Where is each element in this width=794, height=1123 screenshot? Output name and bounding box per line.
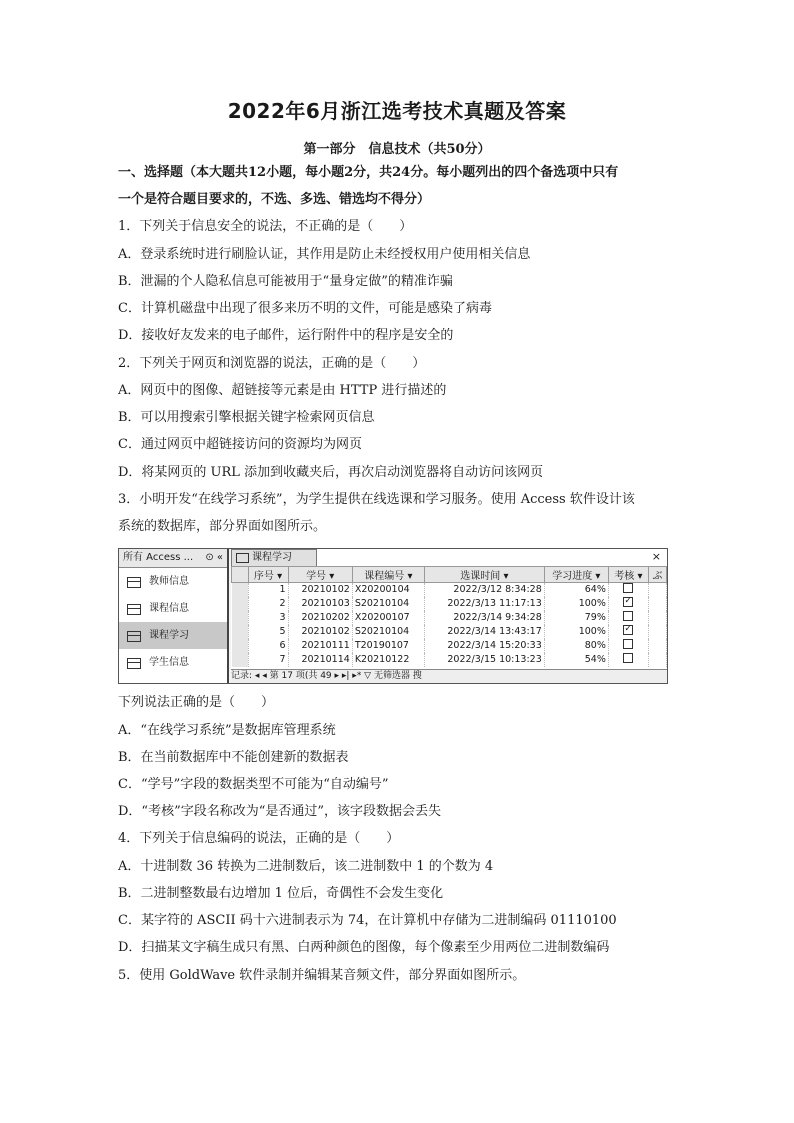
cell-progress[interactable]: 80% (544, 639, 608, 653)
cell-progress[interactable]: 54% (544, 653, 608, 667)
cell-time[interactable]: 2022/3/13 11:17:13 (424, 597, 544, 611)
checkbox[interactable] (623, 639, 633, 649)
option-2a: A．网页中的图像、超链接等元素是由 HTTP 进行描述的 (118, 383, 447, 398)
option-4a: A．十进制数 36 转换为二进制数后，该二进制数中 1 的个数为 4 (118, 859, 494, 874)
row-selector[interactable] (232, 625, 249, 639)
cell-time[interactable]: 2022/3/14 15:20:33 (424, 639, 544, 653)
option-1d: D．接收好友发来的电子邮件，运行附件中的程序是安全的 (118, 328, 454, 343)
option-2c: C．通过网页中超链接访问的资源均为网页 (118, 437, 362, 452)
cell-student-id[interactable]: 20210111 (288, 639, 352, 653)
cell-course-id[interactable]: S20210104 (352, 597, 424, 611)
column-header[interactable]: 选课时间 ▾ (424, 567, 544, 583)
nav-item-student[interactable] (119, 649, 227, 676)
cell-progress[interactable]: 100% (544, 597, 608, 611)
cell-id[interactable]: 6 (248, 639, 288, 653)
table-icon (127, 631, 141, 642)
cell-extra[interactable] (648, 625, 666, 639)
cell-extra[interactable] (648, 583, 666, 598)
cell-extra[interactable] (648, 611, 666, 625)
row-selector[interactable] (232, 597, 249, 611)
column-header[interactable]: 考核 ▾ (608, 567, 648, 583)
option-2d: D．将某网页的 URL 添加到收藏夹后，再次启动浏览器将自动访问该网页 (118, 465, 544, 480)
option-1a: A．登录系统时进行刷脸认证，其作用是防止未经授权用户使用相关信息 (118, 247, 531, 262)
cell-id[interactable]: 5 (248, 625, 288, 639)
section-heading-cont: 一个是符合题目要求的，不选、多选、错选均不得分） (118, 192, 431, 207)
column-header[interactable]: 序号 ▾ (248, 567, 288, 583)
nav-item-label: 教师信息 (149, 576, 189, 587)
cell-progress[interactable]: 64% (544, 583, 608, 598)
cell-student-id[interactable]: 20210114 (288, 653, 352, 667)
section-heading: 一、选择题（本大题共12小题，每小题2分，共24分。每小题列出的四个备选项中只有 (118, 165, 619, 180)
question-4: 4．下列关于信息编码的说法，正确的是（ ） (118, 831, 400, 846)
cell-assessment[interactable] (608, 625, 648, 639)
table-row[interactable] (232, 639, 667, 653)
cell-progress[interactable]: 100% (544, 625, 608, 639)
column-header[interactable]: ぶ (648, 567, 666, 583)
row-selector[interactable] (232, 639, 249, 653)
option-2b: B．可以用搜索引擎根据关键字检索网页信息 (118, 410, 375, 425)
cell-student-id[interactable]: 20210202 (288, 611, 352, 625)
nav-pane-title: 所有 Access ... (123, 552, 194, 563)
question-1: 1．下列关于信息安全的说法，不正确的是（ ） (118, 219, 413, 234)
cell-time[interactable]: 2022/3/14 9:34:28 (424, 611, 544, 625)
row-selector[interactable] (232, 611, 249, 625)
checkbox[interactable] (623, 611, 633, 621)
cell-extra[interactable] (648, 653, 666, 667)
option-1c: C．计算机磁盘中出现了很多来历不明的文件，可能是感染了病毒 (118, 301, 492, 316)
cell-assessment[interactable] (608, 653, 648, 667)
column-header[interactable]: 学号 ▾ (288, 567, 352, 583)
tab-course-study[interactable] (231, 549, 317, 566)
table-icon (236, 553, 249, 563)
nav-pane-controls[interactable]: ⊙ « (205, 552, 223, 563)
navigation-pane (119, 549, 229, 683)
cell-student-id[interactable]: 20210102 (288, 583, 352, 598)
row-selector[interactable] (232, 653, 249, 667)
table-row[interactable] (232, 611, 667, 625)
checkbox[interactable] (623, 653, 633, 663)
option-3a: A．“在线学习系统”是数据库管理系统 (118, 723, 336, 738)
cell-assessment[interactable] (608, 639, 648, 653)
table-row[interactable] (232, 597, 667, 611)
table-icon (127, 604, 141, 615)
cell-extra[interactable] (648, 639, 666, 653)
table-icon (127, 658, 141, 669)
datasheet-table (231, 566, 667, 667)
cell-student-id[interactable]: 20210102 (288, 625, 352, 639)
nav-item-label: 课程信息 (149, 603, 189, 614)
access-screenshot (118, 548, 668, 684)
option-4b: B．二进制整数最右边增加 1 位后，奇偶性不会发生变化 (118, 886, 444, 901)
column-header[interactable]: 学习进度 ▾ (544, 567, 608, 583)
row-selector-header[interactable] (232, 567, 249, 583)
nav-item-label: 学生信息 (149, 657, 189, 668)
cell-time[interactable]: 2022/3/12 8:34:28 (424, 583, 544, 598)
table-icon (127, 577, 141, 588)
option-1b: B．泄漏的个人隐私信息可能被用于“量身定做”的精准诈骗 (118, 274, 453, 289)
checkbox[interactable] (623, 625, 633, 635)
cell-id[interactable]: 7 (248, 653, 288, 667)
datasheet-view (231, 549, 667, 683)
nav-item-teacher[interactable] (119, 568, 227, 595)
record-navigation-bar[interactable]: 记录: ◂ ◂ 第 17 项(共 49 ▸ ▸| ▸* ▽ 无筛选器 搜 (231, 669, 667, 683)
option-3c: C．“学号”字段的数据类型不可能为“自动编号” (118, 777, 389, 792)
cell-course-id[interactable]: S20210104 (352, 625, 424, 639)
cell-id[interactable]: 2 (248, 597, 288, 611)
nav-item-course[interactable] (119, 595, 227, 622)
cell-course-id[interactable]: X20200107 (352, 611, 424, 625)
checkbox[interactable] (623, 583, 633, 593)
column-header[interactable]: 课程编号 ▾ (352, 567, 424, 583)
nav-item-label: 课程学习 (149, 630, 189, 641)
question-3: 3．小明开发“在线学习系统”，为学生提供在线选课和学习服务。使用 Access 软件设计该 (118, 492, 635, 507)
cell-assessment[interactable] (608, 597, 648, 611)
checkbox[interactable] (623, 597, 633, 607)
question-5: 5．使用 GoldWave 软件录制并编辑某音频文件，部分界面如图所示。 (118, 968, 526, 983)
row-selector[interactable] (232, 583, 249, 598)
cell-course-id[interactable]: X20200104 (352, 583, 424, 598)
table-row[interactable] (232, 653, 667, 667)
cell-course-id[interactable]: K20210122 (352, 653, 424, 667)
cell-time[interactable]: 2022/3/14 13:43:17 (424, 625, 544, 639)
option-4c: C．某字符的 ASCII 码十六进制表示为 74，在计算机中存储为二进制编码 01110100 (118, 913, 617, 928)
table-row[interactable] (232, 583, 667, 598)
close-icon[interactable]: × (651, 550, 661, 563)
nav-item-course-study[interactable] (119, 622, 227, 649)
cell-student-id[interactable]: 20210103 (288, 597, 352, 611)
page-title: 2022年6月浙江选考技术真题及答案 (227, 99, 567, 123)
cell-id[interactable]: 3 (248, 611, 288, 625)
question-3-prompt: 下列说法正确的是（ ） (118, 695, 275, 710)
tab-label: 课程学习 (252, 552, 292, 563)
section-subtitle: 第一部分 信息技术（共50分） (303, 142, 491, 157)
option-3d: D．“考核”字段名称改为“是否通过”，该字段数据会丢失 (118, 804, 442, 819)
cell-course-id[interactable]: T20190107 (352, 639, 424, 653)
table-row[interactable] (232, 625, 667, 639)
question-2: 2．下列关于网页和浏览器的说法，正确的是（ ） (118, 356, 426, 371)
question-3-cont: 系统的数据库，部分界面如图所示。 (118, 519, 327, 534)
cell-time[interactable]: 2022/3/15 10:13:23 (424, 653, 544, 667)
cell-extra[interactable] (648, 597, 666, 611)
nav-pane-header[interactable] (119, 549, 227, 568)
cell-progress[interactable]: 79% (544, 611, 608, 625)
option-3b: B．在当前数据库中不能创建新的数据表 (118, 750, 349, 765)
cell-id[interactable]: 1 (248, 583, 288, 598)
option-4d: D．扫描某文字稿生成只有黑、白两种颜色的图像，每个像素至少用两位二进制数编码 (118, 940, 610, 955)
